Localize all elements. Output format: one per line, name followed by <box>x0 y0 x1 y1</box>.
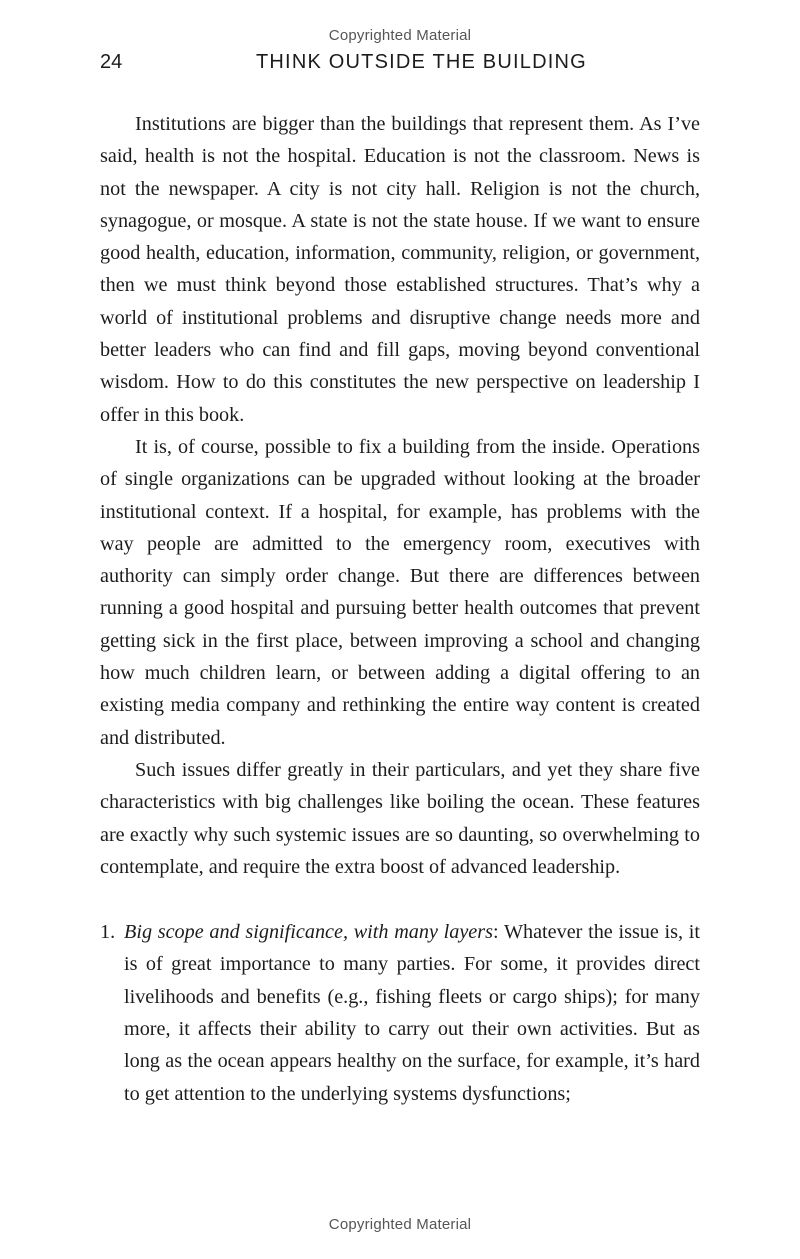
numbered-list <box>100 916 700 1110</box>
list-item-number: 1. <box>100 921 116 944</box>
page-number: 24 <box>100 51 123 73</box>
copyright-watermark-top: Copyrighted Material <box>328 27 472 44</box>
list-item-term: Big scope and significance, with many layers <box>124 921 493 944</box>
list-item-text: : Whatever the issue is, it is of great importance to many parties. For some, it provides direct livelihoods and benefits (e.g., fishing fleets or cargo ships); for many more, it affects their ability to carry out their own activities. But as long as the ocean appears healthy on the surface, for example, it’s hard to get attention to the underlying systems dysfunctions; <box>124 921 700 1105</box>
paragraph: Such issues differ greatly in their particulars, and yet they share five characteristics with big challenges like boiling the ocean. These features are exactly why such systemic issues are so daunting, so overwhelming to contemplate, and require the extra boost of advanced leadership. <box>100 758 700 878</box>
paragraph: It is, of course, possible to fix a building from the inside. Operations of single organizations can be upgraded without looking at the broader institutional context. If a hospital, for example, has problems with the way people are admitted to the emergency room, executives with authority can simply order change. But there are differences between running a good hospital and pursuing better health outcomes that prevent getting sick in the first place, between improving a school and changing how much children learn, or between adding a digital offering to an existing media company and rethinking the entire way content is created and distributed. <box>100 435 700 749</box>
copyright-watermark-bottom: Copyrighted Material <box>328 1216 472 1233</box>
list-item <box>100 916 700 1110</box>
paragraph: Institutions are bigger than the buildings that represent them. As I’ve said, health is not the hospital. Education is not the classroom. News is not the newspaper. A city is not city hall. Religion is not the church, synagogue, or mosque. A state is not the state house. If we want to ensure good health, education, information, community, religion, or government, then we must think beyond those established structures. That’s why a world of institutional problems and disruptive change needs more and better leaders who can find and fill gaps, moving beyond conventional wisdom. How to do this constitutes the new perspective on leadership I offer in this book. <box>100 113 700 426</box>
body-text <box>100 108 700 1110</box>
running-head: THINK OUTSIDE THE BUILDING <box>256 51 587 73</box>
